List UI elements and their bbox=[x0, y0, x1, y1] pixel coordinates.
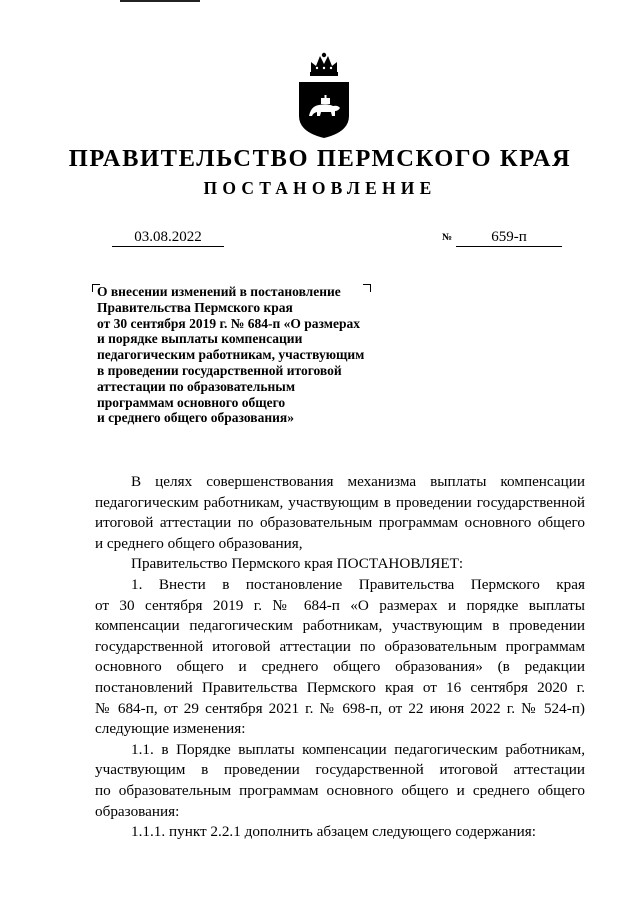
body-line: 1.1. в Порядке выплаты компенсации педагогическим работникам, bbox=[131, 740, 585, 758]
subject-line: аттестации по образовательным bbox=[97, 378, 296, 394]
document-type: ПОСТАНОВЛЕНИЕ bbox=[203, 178, 437, 198]
document-number: 659-п bbox=[456, 228, 562, 247]
document-body bbox=[95, 472, 585, 843]
subject-line: и порядке выплаты компенсации bbox=[97, 331, 303, 347]
subject-line: программам основного общего bbox=[97, 394, 286, 410]
government-title: ПРАВИТЕЛЬСТВО ПЕРМСКОГО КРАЯ bbox=[68, 145, 572, 172]
body-line: государственной итоговой аттестации по образовательным программам bbox=[95, 637, 585, 655]
subject-line: в проведении государственной итоговой bbox=[97, 362, 342, 378]
subject-line: Правительства Пермского края bbox=[97, 299, 293, 315]
subject-line: от 30 сентября 2019 г. № 684-п «О размерах bbox=[97, 315, 360, 331]
body-line: педагогическим работникам, участвующим в проведении государственной bbox=[95, 493, 585, 511]
paragraph-item-1 bbox=[95, 575, 585, 740]
body-line: следующие изменения: bbox=[95, 720, 246, 738]
subject-line: и среднего общего образования» bbox=[97, 410, 294, 426]
body-line: образования: bbox=[95, 802, 180, 820]
body-line: от 30 сентября 2019 г. № 684-п «О размерах и порядке выплаты bbox=[95, 596, 585, 614]
paragraph-item-1-1-1: 1.1.1. пункт 2.2.1 дополнить абзацем следующего содержания: bbox=[131, 823, 536, 841]
body-line: и среднего общего образования, bbox=[95, 534, 303, 552]
paragraph-item-1-1 bbox=[95, 740, 585, 822]
paragraph-preamble bbox=[95, 472, 585, 554]
body-line: постановлений Правительства Пермского края от 16 сентября 2020 г. bbox=[95, 678, 585, 696]
perm-coat-of-arms-icon bbox=[293, 50, 355, 140]
body-line: № 684-п, от 29 сентября 2021 г. № 698-п, от 22 июня 2022 г. № 524-п) bbox=[95, 699, 585, 717]
document-date: 03.08.2022 bbox=[112, 228, 224, 247]
body-line: итоговой аттестации по образовательным программам основного общего bbox=[95, 514, 585, 532]
number-label: № bbox=[442, 232, 453, 243]
subject-line: О внесении изменений в постановление bbox=[97, 284, 341, 299]
body-line: основного общего и среднего общего образования» (в редакции bbox=[95, 658, 585, 676]
body-line: 1. Внести в постановление Правительства Пермского края bbox=[131, 575, 585, 593]
paragraph-resolves: Правительство Пермского края ПОСТАНОВЛЯЕТ: bbox=[131, 555, 464, 573]
subject-line: педагогическим работникам, участвующим bbox=[97, 347, 365, 363]
body-line: компенсации педагогическим работникам, участвующим в проведении bbox=[95, 617, 585, 635]
body-line: участвующим в проведении государственной итоговой аттестации bbox=[95, 761, 585, 779]
body-line: по образовательным программам основного общего и среднего общего bbox=[95, 781, 585, 799]
document-subject bbox=[97, 284, 407, 426]
scan-artifact-line bbox=[120, 0, 200, 2]
body-line: В целях совершенствования механизма выплаты компенсации bbox=[131, 473, 585, 490]
